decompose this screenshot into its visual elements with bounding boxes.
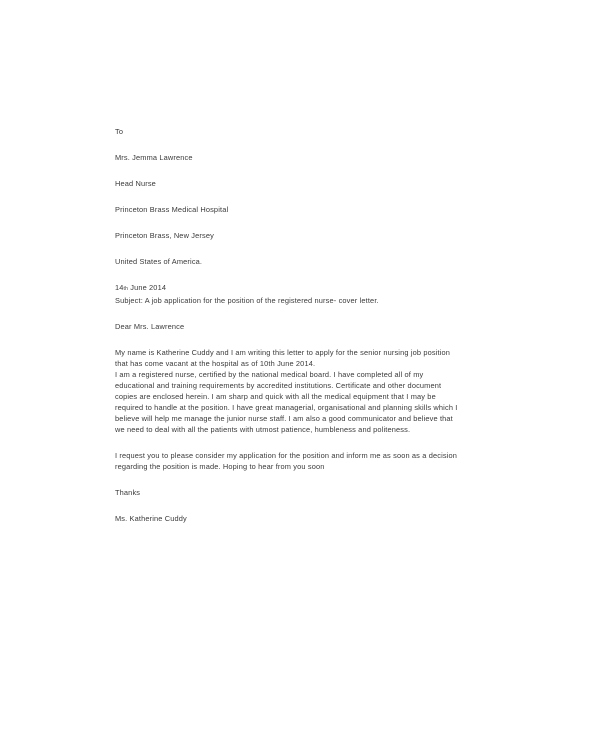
country: United States of America. <box>115 257 203 266</box>
recipient-title: Head Nurse <box>115 179 156 188</box>
spacer <box>115 472 495 487</box>
date-rest: June 2014 <box>128 283 167 292</box>
letter-date <box>115 282 495 295</box>
subject-line: Subject: A job application for the position of the registered nurse- cover letter. <box>115 296 379 305</box>
paragraph-line: believe will help me manage the junior nurse staff. I am also a good communicator and believe that <box>115 414 453 423</box>
date-day: 14 <box>115 283 124 292</box>
spacer <box>115 215 495 230</box>
paragraph-line: we need to deal with all the patients with utmost patience, humbleness and politeness. <box>115 425 411 434</box>
spacer <box>115 241 495 256</box>
spacer <box>115 163 495 178</box>
salutation: Dear Mrs. Lawrence <box>115 322 185 331</box>
spacer <box>115 267 495 282</box>
paragraph-line: copies are enclosed herein. I am sharp and quick with all the medical equipment that I may be <box>115 392 436 401</box>
city-state: Princeton Brass, New Jersey <box>115 231 214 240</box>
date-suffix: th <box>123 286 129 292</box>
spacer <box>115 137 495 152</box>
spacer <box>115 435 495 450</box>
closing: Thanks <box>115 488 141 497</box>
spacer <box>115 306 495 321</box>
paragraph-2 <box>115 450 495 472</box>
cover-letter <box>115 126 495 524</box>
paragraph-1 <box>115 347 495 435</box>
spacer <box>115 332 495 347</box>
recipient-name: Mrs. Jemma Lawrence <box>115 153 193 162</box>
paragraph-line: I am a registered nurse, certified by the national medical board. I have completed all of my <box>115 370 424 379</box>
paragraph-line: I request you to please consider my application for the position and inform me as soon as a decision <box>115 451 458 460</box>
spacer <box>115 498 495 513</box>
to-label: To <box>115 127 124 136</box>
paragraph-line: that has come vacant at the hospital as of 10th June 2014. <box>115 359 316 368</box>
paragraph-line: regarding the position is made. Hoping to hear from you soon <box>115 462 325 471</box>
paragraph-line: educational and training requirements by accredited institutions. Certificate and other document <box>115 381 442 390</box>
signature-name: Ms. Katherine Cuddy <box>115 514 187 523</box>
spacer <box>115 189 495 204</box>
hospital-name: Princeton Brass Medical Hospital <box>115 205 229 214</box>
paragraph-line: My name is Katherine Cuddy and I am writing this letter to apply for the senior nursing job position <box>115 348 451 357</box>
paragraph-line: required to handle at the position. I have great managerial, organisational and planning skills which I <box>115 403 458 412</box>
